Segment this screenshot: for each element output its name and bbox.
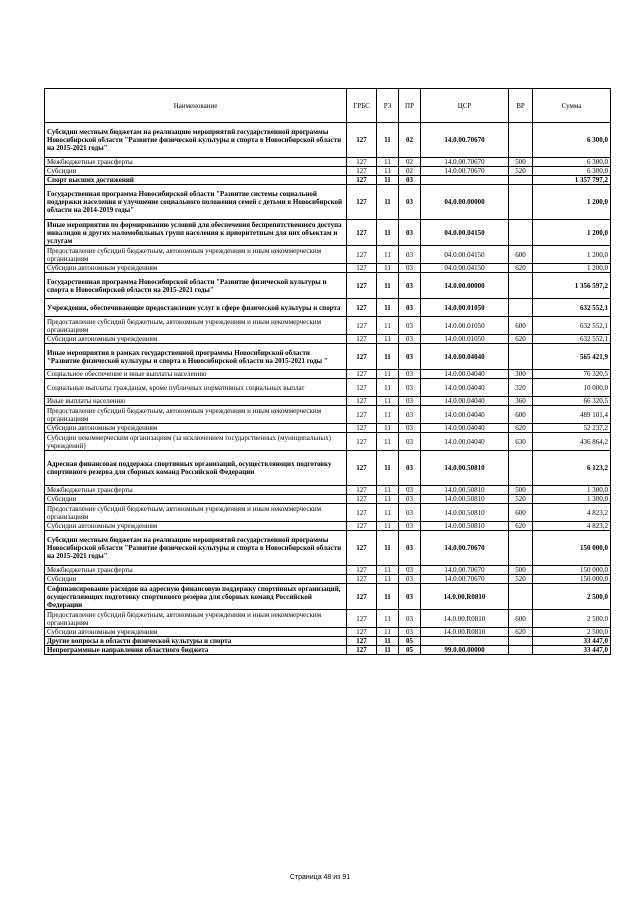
cell-name: Социальное обеспечение и иные выплаты населению	[45, 370, 347, 379]
cell-vr: 500	[509, 158, 533, 167]
cell-csr: 14.0.00.50810	[421, 504, 509, 522]
cell-name: Субсидии автономным учреждениям	[45, 628, 347, 637]
cell-pr: 03	[399, 486, 421, 495]
cell-rz: 11	[377, 610, 399, 628]
cell-pr: 05	[399, 637, 421, 646]
cell-pr: 03	[399, 176, 421, 185]
cell-sum: 52 237,2	[533, 424, 611, 433]
cell-rz: 11	[377, 522, 399, 531]
cell-rz: 11	[377, 335, 399, 344]
cell-sum: 1 300,0	[533, 495, 611, 504]
cell-rz: 11	[377, 433, 399, 451]
cell-sum: 150 000,0	[533, 531, 611, 566]
cell-sum: 66 320,5	[533, 397, 611, 406]
cell-grbs: 127	[347, 486, 377, 495]
table-row	[45, 299, 611, 317]
header-rz: РЗ	[377, 89, 399, 123]
table-header-row	[45, 89, 611, 123]
cell-csr: 14.0.00.70670	[421, 575, 509, 584]
cell-grbs: 127	[347, 406, 377, 424]
cell-sum: 33 447,0	[533, 646, 611, 655]
table-row	[45, 451, 611, 486]
cell-pr: 03	[399, 299, 421, 317]
cell-vr	[509, 637, 533, 646]
cell-csr: 14.0.00.R0810	[421, 610, 509, 628]
cell-csr: 14.0.00.70670	[421, 531, 509, 566]
cell-grbs: 127	[347, 344, 377, 370]
cell-name: Учреждения, обеспечивающие предоставление услуг в сфере физической культуры и спорта	[45, 299, 347, 317]
cell-sum: 632 552,1	[533, 317, 611, 335]
table-row	[45, 123, 611, 158]
cell-csr: 14.0.00.50810	[421, 495, 509, 504]
cell-pr: 03	[399, 451, 421, 486]
cell-sum: 6 300,0	[533, 158, 611, 167]
cell-csr: 14.0.00.50810	[421, 486, 509, 495]
cell-csr: 04.0.00.04150	[421, 220, 509, 246]
cell-sum: 4 823,2	[533, 522, 611, 531]
budget-table-container	[44, 88, 610, 655]
cell-vr	[509, 220, 533, 246]
cell-rz: 11	[377, 158, 399, 167]
cell-csr: 14.0.00.50810	[421, 522, 509, 531]
table-row	[45, 433, 611, 451]
cell-csr	[421, 176, 509, 185]
cell-csr: 14.0.00.04040	[421, 370, 509, 379]
cell-grbs: 127	[347, 531, 377, 566]
table-row	[45, 566, 611, 575]
cell-pr: 03	[399, 495, 421, 504]
cell-name: Другие вопросы в области физической культуры и спорта	[45, 637, 347, 646]
table-row	[45, 344, 611, 370]
cell-vr	[509, 185, 533, 220]
cell-pr: 03	[399, 424, 421, 433]
table-row	[45, 575, 611, 584]
cell-pr: 03	[399, 566, 421, 575]
cell-vr: 620	[509, 424, 533, 433]
cell-grbs: 127	[347, 176, 377, 185]
cell-pr: 05	[399, 646, 421, 655]
cell-name: Субсидии	[45, 495, 347, 504]
table-row	[45, 370, 611, 379]
cell-grbs: 127	[347, 637, 377, 646]
table-row	[45, 176, 611, 185]
cell-grbs: 127	[347, 451, 377, 486]
cell-vr: 600	[509, 610, 533, 628]
cell-name: Адресная финансовая поддержка спортивных организаций, осуществляющих подготовку спортивного резерва для сборных команд Российской Федерации	[45, 451, 347, 486]
cell-rz: 11	[377, 637, 399, 646]
cell-name: Государственная программа Новосибирской области "Развитие физической культуры и спорта в Новосибирской области на 2015-2021 годы"	[45, 273, 347, 299]
budget-table	[44, 88, 611, 655]
cell-sum: 6 300,0	[533, 167, 611, 176]
cell-csr: 04.0.00.04150	[421, 246, 509, 264]
table-row	[45, 335, 611, 344]
cell-csr: 14.0.00.70670	[421, 566, 509, 575]
cell-grbs: 127	[347, 433, 377, 451]
cell-sum: 150 000,0	[533, 566, 611, 575]
header-pr: ПР	[399, 89, 421, 123]
cell-pr: 03	[399, 317, 421, 335]
cell-sum: 2 500,0	[533, 584, 611, 610]
table-row	[45, 628, 611, 637]
cell-grbs: 127	[347, 504, 377, 522]
cell-sum: 6 123,2	[533, 451, 611, 486]
cell-rz: 11	[377, 486, 399, 495]
cell-rz: 11	[377, 264, 399, 273]
header-grbs: ГРБС	[347, 89, 377, 123]
cell-pr: 03	[399, 522, 421, 531]
cell-rz: 11	[377, 379, 399, 397]
cell-pr: 03	[399, 264, 421, 273]
cell-grbs: 127	[347, 273, 377, 299]
cell-csr: 14.0.00.04040	[421, 344, 509, 370]
cell-csr: 14.0.00.04040	[421, 397, 509, 406]
cell-name: Межбюджетные трансферты	[45, 486, 347, 495]
cell-sum: 1 200,0	[533, 185, 611, 220]
cell-csr: 14.0.00.70670	[421, 167, 509, 176]
cell-rz: 11	[377, 370, 399, 379]
cell-pr: 03	[399, 379, 421, 397]
cell-name: Предоставление субсидий бюджетным, автономным учреждениям и иным некоммерческим организациям	[45, 610, 347, 628]
cell-pr: 03	[399, 370, 421, 379]
cell-pr: 02	[399, 158, 421, 167]
cell-pr: 03	[399, 246, 421, 264]
cell-pr: 02	[399, 123, 421, 158]
table-row	[45, 495, 611, 504]
cell-sum: 1 357 797,2	[533, 176, 611, 185]
cell-vr: 620	[509, 335, 533, 344]
cell-csr: 14.0.00.01050	[421, 317, 509, 335]
cell-sum: 76 320,5	[533, 370, 611, 379]
cell-sum: 2 500,0	[533, 628, 611, 637]
cell-rz: 11	[377, 246, 399, 264]
cell-grbs: 127	[347, 522, 377, 531]
cell-pr: 03	[399, 220, 421, 246]
cell-csr: 04.0.00.00000	[421, 185, 509, 220]
cell-grbs: 127	[347, 335, 377, 344]
cell-csr: 14.0.00.70670	[421, 158, 509, 167]
cell-pr: 03	[399, 335, 421, 344]
table-row	[45, 406, 611, 424]
cell-name: Государственная программа Новосибирской области "Развитие системы социальной поддержки населения и улучшение социального положения семей с детьми в Новосибирской области на 2014-2019 годы"	[45, 185, 347, 220]
table-row	[45, 317, 611, 335]
cell-vr: 360	[509, 397, 533, 406]
table-row	[45, 185, 611, 220]
cell-name: Предоставление субсидий бюджетным, автономным учреждениям и иным некоммерческим организациям	[45, 406, 347, 424]
cell-sum: 2 500,0	[533, 610, 611, 628]
cell-name: Иные выплаты населению	[45, 397, 347, 406]
table-row	[45, 486, 611, 495]
cell-grbs: 127	[347, 317, 377, 335]
cell-vr: 600	[509, 504, 533, 522]
cell-pr: 03	[399, 584, 421, 610]
cell-csr: 14.0.00.50810	[421, 451, 509, 486]
table-row	[45, 637, 611, 646]
cell-csr: 14.0.00.R0810	[421, 628, 509, 637]
cell-sum: 4 823,2	[533, 504, 611, 522]
cell-rz: 11	[377, 123, 399, 158]
cell-csr: 14.0.00.01050	[421, 335, 509, 344]
cell-name: Софинансирование расходов на адресную финансовую поддержку спортивных организаций, осуществляющих подготовку спортивного резерва для сборных команд Российской Федерации	[45, 584, 347, 610]
cell-sum: 6 300,0	[533, 123, 611, 158]
cell-grbs: 127	[347, 628, 377, 637]
table-row	[45, 424, 611, 433]
cell-name: Субсидии некоммерческим организациям (за исключением государственных (муниципальных) учреждений)	[45, 433, 347, 451]
cell-pr: 03	[399, 610, 421, 628]
cell-vr: 320	[509, 379, 533, 397]
table-row	[45, 167, 611, 176]
cell-name: Субсидии местным бюджетам на реализацию мероприятий государственной программы Новосибирской области "Развитие физической культуры и спорта в Новосибирской области на 2015-2021 годы"	[45, 531, 347, 566]
cell-sum: 33 447,0	[533, 637, 611, 646]
cell-pr: 03	[399, 185, 421, 220]
cell-rz: 11	[377, 646, 399, 655]
cell-name: Предоставление субсидий бюджетным, автономным учреждениям и иным некоммерческим организациям	[45, 246, 347, 264]
cell-name: Субсидии местным бюджетам на реализацию мероприятий государственной программы Новосибирской области "Развитие физической культуры и спорта в Новосибирской области на 2015-2021 годы"	[45, 123, 347, 158]
cell-rz: 11	[377, 344, 399, 370]
cell-name: Субсидии автономным учреждениям	[45, 424, 347, 433]
cell-vr: 500	[509, 486, 533, 495]
cell-vr	[509, 584, 533, 610]
cell-pr: 03	[399, 397, 421, 406]
cell-vr	[509, 531, 533, 566]
cell-pr: 03	[399, 628, 421, 637]
cell-sum: 1 200,0	[533, 220, 611, 246]
header-name: Наименование	[45, 89, 347, 123]
table-row	[45, 379, 611, 397]
cell-csr: 14.0.00.04040	[421, 424, 509, 433]
cell-pr: 03	[399, 433, 421, 451]
cell-grbs: 127	[347, 610, 377, 628]
cell-vr: 620	[509, 264, 533, 273]
table-row	[45, 273, 611, 299]
cell-name: Субсидии автономным учреждениям	[45, 335, 347, 344]
page-footer: Страница 48 из 91	[289, 874, 351, 881]
cell-rz: 11	[377, 299, 399, 317]
cell-name: Непрограммные направления областного бюджета	[45, 646, 347, 655]
cell-grbs: 127	[347, 424, 377, 433]
cell-vr: 500	[509, 566, 533, 575]
cell-sum: 1 200,0	[533, 246, 611, 264]
cell-pr: 02	[399, 167, 421, 176]
table-row	[45, 646, 611, 655]
cell-vr	[509, 451, 533, 486]
table-row	[45, 264, 611, 273]
cell-rz: 11	[377, 273, 399, 299]
cell-sum: 632 552,1	[533, 299, 611, 317]
cell-grbs: 127	[347, 584, 377, 610]
cell-rz: 11	[377, 176, 399, 185]
cell-grbs: 127	[347, 379, 377, 397]
cell-sum: 436 864,2	[533, 433, 611, 451]
cell-rz: 11	[377, 317, 399, 335]
cell-vr	[509, 273, 533, 299]
cell-rz: 11	[377, 451, 399, 486]
cell-csr: 14.0.00.R0810	[421, 584, 509, 610]
cell-pr: 03	[399, 575, 421, 584]
cell-vr: 520	[509, 167, 533, 176]
header-vr: ВР	[509, 89, 533, 123]
cell-name: Межбюджетные трансферты	[45, 158, 347, 167]
cell-rz: 11	[377, 504, 399, 522]
cell-name: Предоставление субсидий бюджетным, автономным учреждениям и иным некоммерческим организациям	[45, 317, 347, 335]
cell-rz: 11	[377, 566, 399, 575]
cell-vr: 630	[509, 433, 533, 451]
cell-csr: 14.0.00.01050	[421, 299, 509, 317]
cell-vr	[509, 646, 533, 655]
cell-csr: 14.0.00.70670	[421, 123, 509, 158]
cell-grbs: 127	[347, 397, 377, 406]
cell-rz: 11	[377, 406, 399, 424]
cell-grbs: 127	[347, 158, 377, 167]
cell-vr: 520	[509, 575, 533, 584]
cell-grbs: 127	[347, 220, 377, 246]
cell-rz: 11	[377, 495, 399, 504]
cell-pr: 03	[399, 504, 421, 522]
cell-vr: 620	[509, 628, 533, 637]
cell-rz: 11	[377, 185, 399, 220]
cell-name: Иные мероприятия по формированию условий для обеспечения беспрепятственного доступа инвалидов и других маломобильных групп населения к приоритетным для них объектам и услугам	[45, 220, 347, 246]
cell-rz: 11	[377, 584, 399, 610]
header-sum: Сумма	[533, 89, 611, 123]
cell-vr: 620	[509, 522, 533, 531]
header-csr: ЦСР	[421, 89, 509, 123]
table-row	[45, 158, 611, 167]
table-row	[45, 397, 611, 406]
cell-rz: 11	[377, 628, 399, 637]
cell-sum: 10 000,0	[533, 379, 611, 397]
cell-vr: 600	[509, 406, 533, 424]
cell-csr: 99.0.00.00000	[421, 646, 509, 655]
table-row	[45, 522, 611, 531]
cell-vr: 520	[509, 495, 533, 504]
cell-grbs: 127	[347, 264, 377, 273]
cell-pr: 03	[399, 273, 421, 299]
cell-csr: 04.0.00.04150	[421, 264, 509, 273]
cell-sum: 489 101,4	[533, 406, 611, 424]
table-row	[45, 610, 611, 628]
cell-rz: 11	[377, 424, 399, 433]
cell-name: Субсидии автономным учреждениям	[45, 264, 347, 273]
cell-grbs: 127	[347, 566, 377, 575]
table-body	[45, 123, 611, 655]
cell-pr: 03	[399, 344, 421, 370]
cell-grbs: 127	[347, 246, 377, 264]
cell-csr: 14.0.00.00000	[421, 273, 509, 299]
cell-name: Спорт высших достижений	[45, 176, 347, 185]
cell-grbs: 127	[347, 370, 377, 379]
cell-sum: 1 200,0	[533, 264, 611, 273]
cell-name: Предоставление субсидий бюджетным, автономным учреждениям и иным некоммерческим организациям	[45, 504, 347, 522]
cell-csr: 14.0.00.04040	[421, 433, 509, 451]
cell-rz: 11	[377, 220, 399, 246]
cell-vr	[509, 176, 533, 185]
cell-name: Иные мероприятия в рамках государственной программы Новосибирской области "Развитие физической культуры и спорта в Новосибирской области на 2015-2021 годы "	[45, 344, 347, 370]
cell-sum: 1 356 597,2	[533, 273, 611, 299]
cell-grbs: 127	[347, 646, 377, 655]
cell-name: Субсидии автономным учреждениям	[45, 522, 347, 531]
table-row	[45, 246, 611, 264]
table-row	[45, 584, 611, 610]
cell-grbs: 127	[347, 299, 377, 317]
table-row	[45, 531, 611, 566]
cell-sum: 150 000,0	[533, 575, 611, 584]
cell-sum: 632 552,1	[533, 335, 611, 344]
cell-rz: 11	[377, 575, 399, 584]
cell-vr	[509, 344, 533, 370]
cell-vr: 600	[509, 317, 533, 335]
cell-grbs: 127	[347, 495, 377, 504]
cell-rz: 11	[377, 167, 399, 176]
cell-name: Субсидии	[45, 167, 347, 176]
cell-name: Социальные выплаты гражданам, кроме публичных нормативных социальных выплат	[45, 379, 347, 397]
cell-vr: 300	[509, 370, 533, 379]
cell-pr: 03	[399, 406, 421, 424]
cell-grbs: 127	[347, 167, 377, 176]
cell-csr	[421, 637, 509, 646]
cell-grbs: 127	[347, 185, 377, 220]
cell-csr: 14.0.00.04040	[421, 406, 509, 424]
cell-vr	[509, 299, 533, 317]
table-row	[45, 220, 611, 246]
table-row	[45, 504, 611, 522]
cell-grbs: 127	[347, 575, 377, 584]
cell-csr: 14.0.00.04040	[421, 379, 509, 397]
cell-sum: 1 300,0	[533, 486, 611, 495]
cell-rz: 11	[377, 397, 399, 406]
cell-vr	[509, 123, 533, 158]
cell-grbs: 127	[347, 123, 377, 158]
cell-pr: 03	[399, 531, 421, 566]
cell-vr: 600	[509, 246, 533, 264]
cell-rz: 11	[377, 531, 399, 566]
cell-name: Межбюджетные трансферты	[45, 566, 347, 575]
cell-sum: 565 421,9	[533, 344, 611, 370]
cell-name: Субсидии	[45, 575, 347, 584]
